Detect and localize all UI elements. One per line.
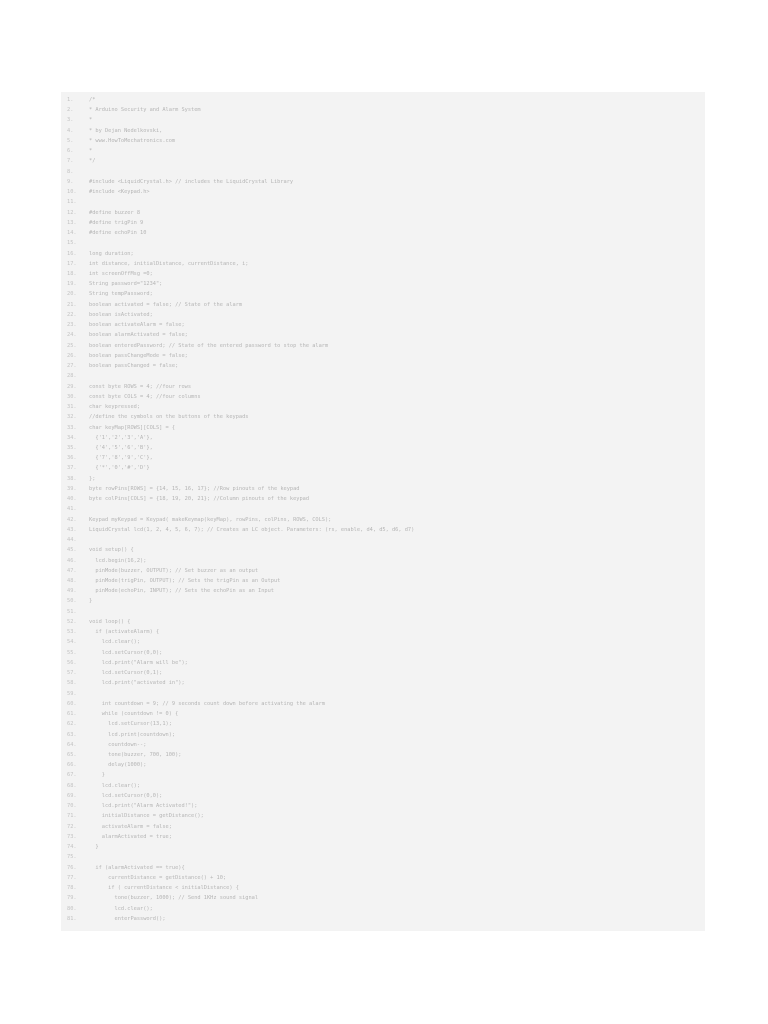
code-text: }; [89,475,96,482]
code-text: } [89,598,93,605]
line-number: 63. [67,731,77,738]
code-text: * [89,148,93,155]
line-number: 43. [67,526,77,533]
code-text: #define echoPin 10 [89,230,147,237]
line-number: 75. [67,854,77,861]
code-line [61,842,705,852]
line-number: 31. [67,404,77,411]
code-line [61,402,705,412]
code-text: lcd.clear(); [89,905,153,912]
code-text: pinMode(buzzer, OUTPUT); // Set buzzer as an output [89,567,259,574]
code-text: if ( currentDistance < initialDistance) { [89,885,239,892]
line-number: 18. [67,270,77,277]
code-line [61,463,705,473]
line-number: 70. [67,803,77,810]
code-text: lcd.setCursor(0,1); [89,670,163,677]
code-line [61,801,705,811]
code-line [61,167,705,177]
line-number: 8. [67,168,74,175]
code-text: LiquidCrystal lcd(1, 2, 4, 5, 6, 7); // Creates an LC object. Parameters: (rs, enable, d4, d5, d6, d7) [89,526,415,533]
code-line [61,259,705,269]
code-text: alarmActivated = true; [89,833,172,840]
code-text: #include <Keypad.h> [89,189,150,196]
code-text: * [89,117,93,124]
code-line [61,873,705,883]
line-number: 66. [67,762,77,769]
code-text: void setup() { [89,547,134,554]
line-number: 78. [67,885,77,892]
line-number: 22. [67,311,77,318]
line-number: 64. [67,741,77,748]
code-text: char keyMap[ROWS][COLS] = { [89,424,176,431]
code-line [61,760,705,770]
code-line [61,228,705,238]
line-number: 10. [67,189,77,196]
code-text: //define the cymbols on the buttons of the keypads [89,414,249,421]
line-number: 67. [67,772,77,779]
code-text: delay(1000); [89,762,147,769]
line-number: 51. [67,608,77,615]
code-line [61,177,705,187]
code-text: if (alarmActivated == true){ [89,864,185,871]
code-text: lcd.print(countdown); [89,731,176,738]
code-text: const byte ROWS = 4; //four rows [89,383,192,390]
code-text: * Arduino Security and Alarm System [89,107,201,114]
line-number: 73. [67,833,77,840]
line-number: 6. [67,148,74,155]
line-number: 1. [67,97,74,103]
code-text: activateAlarm = false; [89,823,172,830]
code-line [61,535,705,545]
line-number: 2. [67,107,74,114]
code-text: boolean isActivated; [89,311,153,318]
code-text: const byte COLS = 4; //four columns [89,393,201,400]
code-line [61,351,705,361]
code-line [61,95,705,105]
code-text: byte colPins[COLS] = {18, 19, 20, 21}; //Column pinouts of the keypad [89,496,310,503]
code-line [61,740,705,750]
code-line [61,371,705,381]
code-line [61,279,705,289]
line-number: 29. [67,383,77,390]
line-number: 11. [67,199,77,206]
line-number: 47. [67,567,77,574]
code-block [61,92,705,931]
code-line [61,863,705,873]
code-line [61,238,705,248]
code-text: boolean activated = false; // State of the alarm [89,301,243,308]
code-line [61,146,705,156]
line-number: 23. [67,322,77,329]
line-number: 41. [67,506,77,513]
code-text: long duration; [89,250,134,257]
code-line [61,208,705,218]
code-text: char keypressed; [89,404,141,411]
line-number: 16. [67,250,77,257]
code-line [61,392,705,402]
code-line [61,607,705,617]
line-number: 17. [67,260,77,267]
code-text: } [89,844,99,851]
line-number: 57. [67,670,77,677]
line-number: 26. [67,352,77,359]
code-line [61,515,705,525]
code-line [61,474,705,484]
code-line [61,648,705,658]
line-number: 60. [67,700,77,707]
code-line [61,791,705,801]
code-line [61,504,705,514]
code-text: #include <LiquidCrystal.h> // includes the LiquidCrystal Library [89,178,294,185]
code-line [61,249,705,259]
line-number: 76. [67,864,77,871]
code-text: boolean enteredPassword; // State of the entered password to stop the alarm [89,342,329,349]
code-text: boolean activateAlarm = false; [89,322,185,329]
line-number: 19. [67,281,77,288]
code-line [61,668,705,678]
code-line [61,658,705,668]
line-number: 7. [67,158,74,165]
line-number: 38. [67,475,77,482]
line-number: 72. [67,823,77,830]
line-number: 59. [67,690,77,697]
line-number: 53. [67,629,77,636]
code-text: void loop() { [89,618,131,625]
line-number: 15. [67,240,77,247]
code-text: Keypad myKeypad = Keypad( makeKeymap(keyMap), rowPins, colPins, ROWS, COLS); [89,516,332,523]
line-number: 69. [67,792,77,799]
code-text: tone(buzzer, 700, 100); [89,752,182,758]
code-text: lcd.setCursor(13,1); [89,721,172,728]
line-number: 58. [67,680,77,687]
code-text: boolean passChanged = false; [89,363,179,370]
code-line [61,627,705,637]
code-text: #define buzzer 8 [89,209,141,216]
line-number: 37. [67,465,77,472]
line-number: 4. [67,127,74,134]
line-number: 27. [67,363,77,370]
code-text: boolean passChangeMode = false; [89,352,188,359]
code-line [61,750,705,760]
code-line [61,300,705,310]
line-number: 42. [67,516,77,523]
line-number: 56. [67,659,77,666]
code-line [61,105,705,115]
line-number: 21. [67,301,77,308]
code-listing [61,95,705,924]
line-number: 30. [67,393,77,400]
line-number: 46. [67,557,77,564]
code-line [61,556,705,566]
line-number: 44. [67,537,77,544]
line-number: 52. [67,618,77,625]
line-number: 24. [67,332,77,339]
code-line [61,730,705,740]
code-line [61,136,705,146]
code-text: if (activateAlarm) { [89,629,160,636]
code-text: {'4','5','6','B'}, [89,444,153,451]
code-line [61,883,705,893]
line-number: 9. [67,178,74,185]
code-line [61,289,705,299]
code-line [61,832,705,842]
code-line [61,269,705,279]
code-text: String tempPassword; [89,291,153,298]
line-number: 81. [67,915,77,922]
line-number: 3. [67,117,74,124]
line-number: 13. [67,219,77,226]
code-line [61,893,705,903]
code-line [61,126,705,136]
code-line [61,678,705,688]
line-number: 25. [67,342,77,349]
code-text: lcd.setCursor(0,0); [89,649,163,656]
code-line [61,617,705,627]
code-text: #define trigPin 9 [89,219,144,226]
code-line [61,443,705,453]
code-line [61,586,705,596]
code-line [61,115,705,125]
code-text: * www.HowToMechatronics.com [89,137,176,144]
code-text: enterPassword(); [89,915,166,922]
line-number: 45. [67,547,77,554]
code-text: {'1','2','3','A'}, [89,434,153,441]
code-line [61,811,705,821]
code-text: initialDistance = getDistance(); [89,813,204,820]
code-line [61,433,705,443]
code-line [61,218,705,228]
code-line [61,709,705,719]
code-text: int countdown = 9; // 9 seconds count down before activating the alarm [89,700,325,707]
code-line [61,423,705,433]
code-line [61,156,705,166]
line-number: 40. [67,496,77,503]
code-line [61,310,705,320]
line-number: 50. [67,598,77,605]
code-text: lcd.print("Alarm Activated!"); [89,803,198,810]
code-line [61,822,705,832]
code-line [61,770,705,780]
line-number: 34. [67,434,77,441]
line-number: 77. [67,874,77,881]
line-number: 55. [67,649,77,656]
code-line [61,689,705,699]
line-number: 71. [67,813,77,820]
code-line [61,545,705,555]
line-number: 28. [67,373,77,380]
code-line [61,914,705,924]
line-number: 80. [67,905,77,912]
code-line [61,330,705,340]
code-text: /* [89,97,96,103]
code-line [61,453,705,463]
code-line [61,361,705,371]
code-text: */ [89,158,96,165]
line-number: 39. [67,485,77,492]
line-number: 33. [67,424,77,431]
code-text: boolean alarmActivated = false; [89,332,188,339]
code-text: String password="1234"; [89,281,163,288]
line-number: 20. [67,291,77,298]
code-text: lcd.begin(16,2); [89,557,147,564]
code-text: byte rowPins[ROWS] = {14, 15, 16, 17}; //Row pinouts of the keypad [89,485,300,492]
line-number: 49. [67,588,77,595]
code-text: {'7','8','9','C'}, [89,455,153,462]
line-number: 36. [67,455,77,462]
line-number: 54. [67,639,77,646]
code-line [61,852,705,862]
line-number: 62. [67,721,77,728]
code-text: tone(buzzer, 1000); // Send 1KHz sound signal [89,895,259,902]
line-number: 68. [67,782,77,789]
code-line [61,637,705,647]
line-number: 65. [67,752,77,758]
code-line [61,699,705,709]
line-number: 35. [67,444,77,451]
code-text: lcd.print("activated in"); [89,680,185,687]
code-text: while (countdown != 0) { [89,711,179,718]
code-line [61,197,705,207]
code-line [61,412,705,422]
code-text: } [89,772,105,779]
code-text: lcd.clear(); [89,782,141,789]
code-line [61,719,705,729]
code-text: * by Dejan Nedelkovski, [89,127,163,134]
line-number: 14. [67,230,77,237]
line-number: 48. [67,578,77,585]
line-number: 32. [67,414,77,421]
code-line [61,596,705,606]
code-line [61,576,705,586]
code-line [61,494,705,504]
code-line [61,341,705,351]
code-line [61,781,705,791]
code-line [61,566,705,576]
code-text: lcd.print("Alarm will be"); [89,659,188,666]
line-number: 79. [67,895,77,902]
code-line [61,904,705,914]
code-text: pinMode(trigPin, OUTPUT); // Sets the trigPin as an Output [89,578,281,585]
line-number: 12. [67,209,77,216]
line-number: 61. [67,711,77,718]
code-text: countdown--; [89,741,147,748]
code-text: pinMode(echoPin, INPUT); // Sets the echoPin as an Input [89,588,274,595]
code-line [61,320,705,330]
code-line [61,187,705,197]
code-text: {'*','0','#','D'} [89,465,150,472]
line-number: 74. [67,844,77,851]
code-line [61,525,705,535]
code-text: int distance, initialDistance, currentDistance, i; [89,260,249,267]
code-line [61,382,705,392]
code-line [61,484,705,494]
code-text: lcd.clear(); [89,639,141,646]
code-text: lcd.setCursor(0,0); [89,792,163,799]
code-text: int screenOffMsg =0; [89,270,153,277]
code-text: currentDistance = getDistance() + 10; [89,874,227,881]
line-number: 5. [67,137,74,144]
